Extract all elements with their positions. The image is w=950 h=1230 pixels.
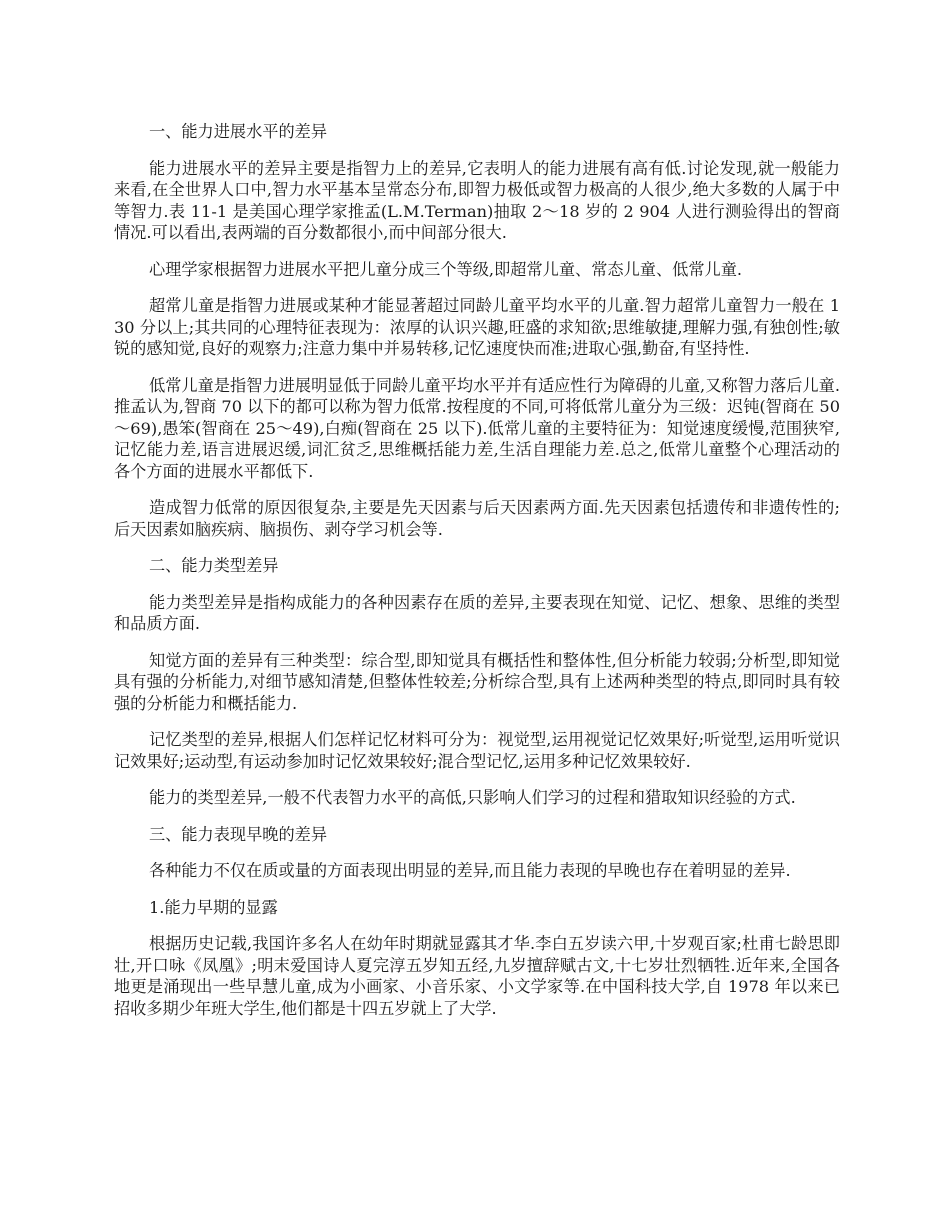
paragraph-memory-types: 记忆类型的差异,根据人们怎样记忆材料可分为：视觉型,运用视觉记忆效果好;听觉型,运用听觉识记效果好;运动型,有运动参加时记忆效果较好;混合型记忆,运用多种记忆效果较好. bbox=[114, 730, 840, 771]
subsection-heading-early-display: 1.能力早期的显露 bbox=[149, 897, 278, 917]
paragraph-timing-intro: 各种能力不仅在质或量的方面表现出明显的差异,而且能力表现的早晚也存在着明显的差异. bbox=[149, 861, 791, 880]
section-heading-ability-level: 一、能力进展水平的差异 bbox=[149, 122, 328, 141]
paragraph-early-display: 根据历史记载,我国许多名人在幼年时期就显露其才华.李白五岁读六甲,十岁观百家;杜甫七龄思即壮,开口咏《凤凰》;明末爱国诗人夏完淳五岁知五经,九岁擅辞赋古文,十七岁壮烈牺牲.近年来,全国各地更是涌现出一些早慧儿童,成为小画家、小音乐家、小文学家等.在中国科技大学,自 1978 年以来已招收多期少年班大学生,他们都是十四五岁就上了大学. bbox=[114, 934, 840, 1018]
paragraph-three-levels: 心理学家根据智力进展水平把儿童分成三个等级,即超常儿童、常态儿童、低常儿童. bbox=[149, 259, 743, 279]
paragraph-causes: 造成智力低常的原因很复杂,主要是先天因素与后天因素两方面.先天因素包括遗传和非遗传性的;后天因素如脑疾病、脑损伤、剥夺学习机会等. bbox=[114, 498, 840, 539]
paragraph-type-summary: 能力的类型差异,一般不代表智力水平的高低,只影响人们学习的过程和猎取知识经验的方式. bbox=[149, 788, 796, 807]
paragraph-type-difference-intro: 能力类型差异是指构成能力的各种因素存在质的差异,主要表现在知觉、记忆、想象、思维的类型和品质方面. bbox=[114, 592, 840, 633]
section-heading-ability-type: 二、能力类型差异 bbox=[149, 556, 279, 575]
paragraph-perception-types: 知觉方面的差异有三种类型：综合型,即知觉具有概括性和整体性,但分析能力较弱;分析型,即知觉具有强的分析能力,对细节感知清楚,但整体性较差;分析综合型,具有上述两种类型的特点,即同时具有较强的分析能力和概括能力. bbox=[114, 650, 840, 713]
paragraph-low-ability-children: 低常儿童是指智力进展明显低于同龄儿童平均水平并有适应性行为障碍的儿童,又称智力落后儿童.推孟认为,智商 70 以下的都可以称为智力低常.按程度的不同,可将低常儿童分为三级：迟钝(智商在 50～69),愚笨(智商在 25～49),白痴(智商在 25 以下).低常儿童的主要特征为：知觉速度缓慢,范围狭窄,记忆能力差,语言进展迟缓,词汇贫乏,思维概括能力差,生活自理能力差.总之,低常儿童整个心理活动的各个方面的进展水平都低下. bbox=[114, 375, 840, 481]
paragraph-gifted-children: 超常儿童是指智力进展或某种才能显著超过同龄儿童平均水平的儿童.智力超常儿童智力一般在 130 分以上;其共同的心理特征表现为：浓厚的认识兴趣,旺盛的求知欲;思维敏捷,理解力强,有独创性;敏锐的感知觉,良好的观察力;注意力集中并易转移,记忆速度快而准;进取心强,勤奋,有坚持性. bbox=[114, 296, 840, 358]
section-heading-ability-timing: 三、能力表现早晚的差异 bbox=[149, 824, 328, 844]
paragraph-level-difference-intro: 能力进展水平的差异主要是指智力上的差异,它表明人的能力进展有高有低.讨论发现,就一般能力来看,在全世界人口中,智力水平基本呈常态分布,即智力极低或智力极高的人很少,绝大多数的人属于中等智力.表 11-1 是美国心理学家推孟(L.M.Terman)抽取 2～18 岁的 2 904 人进行测验得出的智商情况.可以看出,表两端的百分数都很小,而中间部分很大. bbox=[114, 158, 840, 242]
